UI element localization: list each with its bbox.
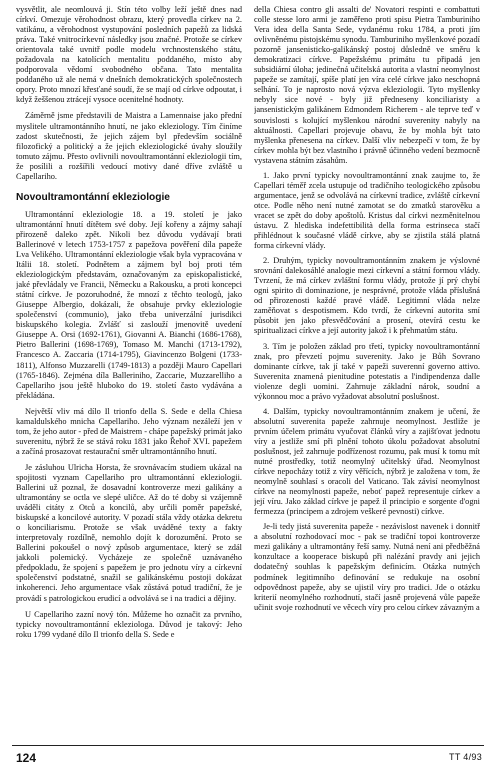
paragraph: della Chiesa contro gli assalti de' Novatori respinti e combattuti colle stesse loro armi je zaměřeno proti spisu Pietra Tamburiniho Vera idea della Santa Sede, vydanému roku 1784, a proti jím ovlivněnému pistojskému synodu. Tamburiniho myšlenkové pozadí pozorně jansenisticko-galikánský postoj důsledně ve směru k demokratizaci církve. Papežskému primátu tu připadá jen subsidiární úloha; jedinečná učitelská autorita a vlastní neomylnost papeže se zamítají, spíše platí jen víra celé církve jako neschopná selhání. To je naprosto nová výzva ekleziologii. Tyto myšlenky nebyly sice nové - byly již předneseny konciliaristy a jansenistickým galikánem Edmondem Richerem - ale teprve teď v souvislosti s kolující myšlenkou národní suverenity nabyly na aktuálnosti. Capellari projevuje obavu, že by mohla být tato myšlenka přenesena na církev. Další vliv nebezpečí v tom, že by církev mohla být bez vlastního i právně účinného vedení bezmocně vystavena státním zásahům. [254,5,480,165]
footer-divider [12,745,484,746]
paragraph: Záměrně jsme představili de Maistra a Lamennaise jako přední myslitele ultramontánního hnutí, ne jako ekleziology. Tím činíme zadost skutečnosti, že jejich zájem byl především sociálně filozofický a politický a že jejich ekleziologické úvahy sloužily tomuto zájmu. Přesto ovlivnili novoultramontánní ekleziologii tím, že posílili a rozšířili vedoucí motivy dané dříve zvláště u Capellariho. [16,111,242,181]
numbered-paragraph: 4. Dalším, typicky novoultramontánním znakem je učení, že absolutní suverenita papeže zahrnuje neomylnost. Jestliže je prvním účelem primátu vyučovat článků víry a zajišťovat jednotu víry a jestliže smí při plnění tohoto úkolu požadovat absolutní poslušnost, jež zahrnuje podřízenost rozumu, pak musí k tomu mít nutné prostředky, totiž neomylný učitelský úřad. Neomylnost církve nepocházy totiž z víry věřících, nýbrž je založena v tom, že neomylně souhlasí s oracoli del Vaticano. Tak závisí neomylnost církve na neomylnosti papeže, neboť papež representuje církev a její víru. Jako základ církve je papež il principio e sorgente d'ogni fermezza (principem a zdrojem veškeré pevnosti) církve. [254,406,480,517]
paragraph: vysvětlit, ale neomlouvá ji. Stín této volby leží ještě dnes nad církví. Omezuje věrohodnost obrazu, který provedla církev na 2. vatikánu, a věrohodnost vystupování posledních papežů za lidská práva. Také vnitrocírkevní následky jsou značné. Protože se církev orientovala také uvnitř podle modelu vrchnostenského státu, požadovala na katolících mentalitu poddaného, místo aby podporovala vědomí svobodného občana. Tato mentalita poddaného už ale nemá v dnešních demokratických společnostech opory. Proto mnozí křesťané soudí, že se mají od církve odpoutat, i když žeššenou ztrácejí vysoce ocenitelné hodnoty. [16,5,242,105]
page-number: 124 [16,751,37,765]
right-text-column [254,5,480,740]
paragraph: Ultramontánní ekleziologie 18. a 19. století je jako ultramontánní hnutí dítětem své doby. Její kořeny a zájmy sahají přirozeně daleko zpět. Nikoli bez důvodu vydávají brati Ballerinové v letech 1753-1757 z papežova pověření díla papeže Lva Velikého. Ultramontánní ekleziologie však byla vypracována v Itálii 18. století. Podnětem a zájmem byl boj proti tém ekleziologickým představám, označovaným za episkopalistické, jaké převládaly ve Francii, Německu a Rakousku, a proti koncepci státní církve. Je pozoruhodné, že mnozí z těchto teologů, jako Giuseppe Albergio, dokázali, že obsahuje prvky ekleziologie společenství (communio), jako třeba univerzální jurisdikci biskupského kolegia. Zvlášť si zaslouží jmenovitě uvedení Giuseppe A. Orsi (1692-1761), Giovanni A. Bianchi (1686-1768), Pietro Ballerini (1698-1769), Tomaso M. Manchi (1713-1792), Francesco A. Zaccaria (1714-1795), Giavincenzo Bolgeni (1733-1811), Alfonso Muzzarelli (1749-1813) a později Mauro Capellari (1765-1846). Zejména díla Balleriniho, Zaccarie, Muzzarelliho a Capellariho jsou ještě hluboko do 19. století často vydávána a překládána. [16,209,242,400]
paragraph: Je-li tedy jistá suverenita papeže - nezávislost navenek i donnitř a absolutní rozhodovací moc - pak se tradiční topoi kontroverze mezi galikány a ultramontány řeší samy. Nutná není ani předběžná konzultace a kooperace biskupů při nalézání pravdy ani jejich dodatečný souhlas k papežským definicím. Otázka nutných podmínek legitimního definování se redukuje na osobní odpovědnost papeže, aby se ujistil víry pro tradici. Jde o otázku kriterií neomylného rozhodnutí, stačí jasně projevená vůle papeže učinit svoje rozhodnutí ve věcech víry pro celou církev závazným a [254,522,480,612]
paragraph: Je zásluhou Ulricha Horsta, že srovnávacím studiem ukázal na spojitosti vyznam Capellariho pro ultramontánní ekleziologii. Ballerini už poznal, že dosavadní kontroverze mezi galikány a ultramontány se octla ve slepé uličce. Až do té doby si vzájemně uváděli citáty z Otců a koncilů, aby určili poměr papežské, biskupské a koncilové autority. V pozadí stála vždy otázka dekretu o konciliarismu. Protože se však uváděné texty a fakty interpretovaly rozdílně, nemohlo dojít k dorozumění. Proto se Ballerini pokoušel o nový způsob argumentace, který se zdál jakkoli polemický. Vycházeje ze společně uznávaného předpokladu, že spojení s papežem je pro jednotu víry a církevní společenství podstatné, snažil se galikánskému postoji dokázat inkoherenci. Jeho argumentace však zůstává potud tradiční, že je provádí s patrologickou erudicí a odvolává se i na tradici a dějiny. [16,462,242,603]
paragraph: Největší vliv má dílo Il trionfo della S. Sede e della Chiesa kamaldulského mnicha Capellariho. Jeho význam nezáleží jen v tom, že jeho autor - před de Maistrem - chápe papežský primát jako suverenitu, nýbrž že se stává roku 1831 jako Řehoř XVI. papežem a začíná prosazovat restaurační směr ultramontánního hnutí. [16,406,242,456]
journal-reference: TT 4/93 [449,752,482,762]
page-footer [12,745,484,767]
section-heading: Novoultramontánní ekleziologie [16,191,170,203]
numbered-paragraph: 3. Tím je položen základ pro třetí, typicky novoultramontánní znak, pro převzetí pojmu suverenity. Jako je Bůh Sovrano dominante církve, tak jí také v papeži suverenní governo attivo. Suverenita znamená pienitudine potestatis a l'indipendenza dalle violenze degli uomini. Zahrnuje základní nárok, soudní a výkonnou moc a právo vyžadovat absolutní poslušnost. [254,341,480,401]
numbered-paragraph: 2. Druhým, typicky novoultramontánním znakem je výslovné srovnání dalekosáhlé analogie mezi církevní a státní formou vlády. Tvrzení, že má církev zvláštní formu vlády, protože jí prý chybí ogni spirito di dominazione, je nesprávné, protože vláda příslušná od přirozenosti každé pravé vládě. Legitimní vláda nelze zaměňovat s despotismem. Kdo tvrdí, že církevní autorita smí působit jen jako přesvědčování a prosení, otevírá cestu ke spiritualizaci církve a její autority jakož i k přehmatům státu. [254,256,480,336]
paragraph: U Capellariho zazní nový tón. Můžeme ho označit za prvního, typicky novoultramontánní ekleziologa. Důvod je takový: Jeho roku 1799 vydané dílo Il trionfo della S. Sede e [16,609,242,639]
left-text-column [16,5,242,740]
numbered-paragraph: 1. Jako první typicky novoultramontánní znak zaujme to, že Capellari téměř zcela ustupuje od tradičního teologického způsobu argumentace, jenž se odvolává na církevní tradice, zvláště církevní otce. Podle něho není nutné zamotat se do zmatků starověku a vracet se zpět do doby apoštolů. Kristus dal církvi nezměnitelnou ústavu. Z hlediska indefettibilità della forma estrinseca stačí přihlédnout k současné vládě církve, aby se zjistila stálá platná forma církevní vlády. [254,170,480,251]
